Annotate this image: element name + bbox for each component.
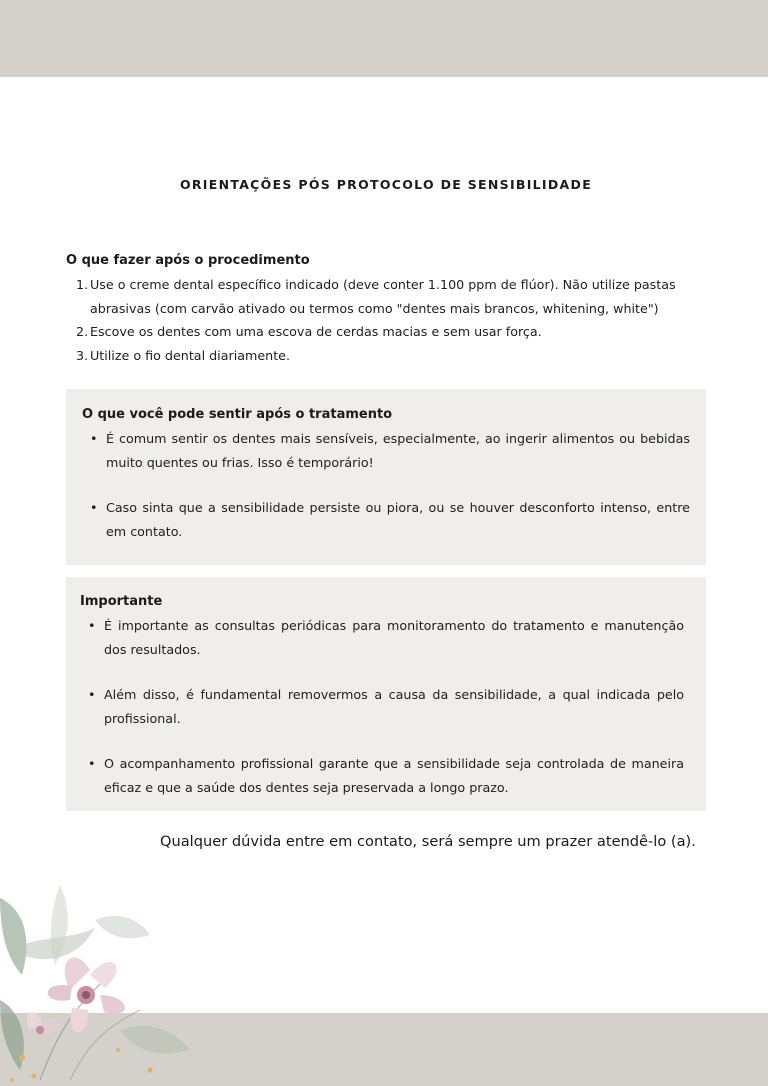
top-band: [0, 0, 768, 77]
bullet-icon: •: [90, 431, 98, 446]
what-you-may-feel-list: [82, 427, 690, 543]
list-item: [82, 427, 690, 474]
bullet-icon: •: [88, 687, 96, 702]
list-item-text: Use o creme dental específico indicado (deve conter 1.100 ppm de flúor). Não utilize pastas abrasivas (com carvão ativado ou termos como "dentes mais brancos, whitening, white"): [90, 277, 676, 316]
list-item-text: Além disso, é fundamental removermos a causa da sensibilidade, a qual indicada pelo profissional.: [104, 687, 684, 726]
bullet-icon: •: [90, 500, 98, 515]
what-you-may-feel-box: [66, 389, 706, 565]
list-item-text: Escove os dentes com uma escova de cerdas macias e sem usar força.: [90, 324, 542, 339]
list-item-number: 2.: [76, 324, 89, 339]
list-item-text: O acompanhamento profissional garante que a sensibilidade seja controlada de maneira eficaz e que a saúde dos dentes seja preservada a longo prazo.: [104, 756, 684, 795]
list-item-number: 1.: [76, 277, 89, 292]
list-item-number: 3.: [76, 347, 89, 363]
floral-decoration-icon: [0, 880, 215, 1086]
list-item-text: É comum sentir os dentes mais sensíveis, especialmente, ao ingerir alimentos ou bebidas muito quentes ou frias. Isso é temporário!: [106, 431, 690, 470]
list-item: [80, 614, 684, 661]
important-heading: Importante: [80, 594, 163, 609]
list-item: [66, 273, 712, 320]
list-item-text: Caso sinta que a sensibilidade persiste ou piora, ou se houver desconforto intenso, entre em contato.: [106, 500, 690, 539]
list-item-text: É importante as consultas periódicas para monitoramento do tratamento e manutenção dos resultados.: [104, 618, 684, 657]
list-item: [80, 752, 684, 799]
list-item: [80, 683, 684, 730]
bullet-icon: •: [88, 756, 96, 771]
what-to-do-heading: O que fazer após o procedimento: [66, 253, 310, 268]
closing-message: Qualquer dúvida entre em contato, será sempre um prazer atendê-lo (a).: [160, 833, 696, 850]
list-item: [66, 320, 712, 344]
what-to-do-list: [66, 273, 712, 367]
list-item: [82, 496, 690, 543]
bullet-icon: •: [88, 618, 96, 633]
important-list: [80, 614, 684, 799]
important-box: [66, 577, 706, 811]
page-title: ORIENTAÇÕES PÓS PROTOCOLO DE SENSIBILIDADE: [179, 177, 593, 192]
list-item-text: Utilize o fio dental diariamente.: [90, 347, 291, 363]
what-to-do-section: [66, 252, 712, 367]
list-item: [66, 344, 712, 368]
what-you-may-feel-heading: O que você pode sentir após o tratamento: [82, 407, 393, 422]
